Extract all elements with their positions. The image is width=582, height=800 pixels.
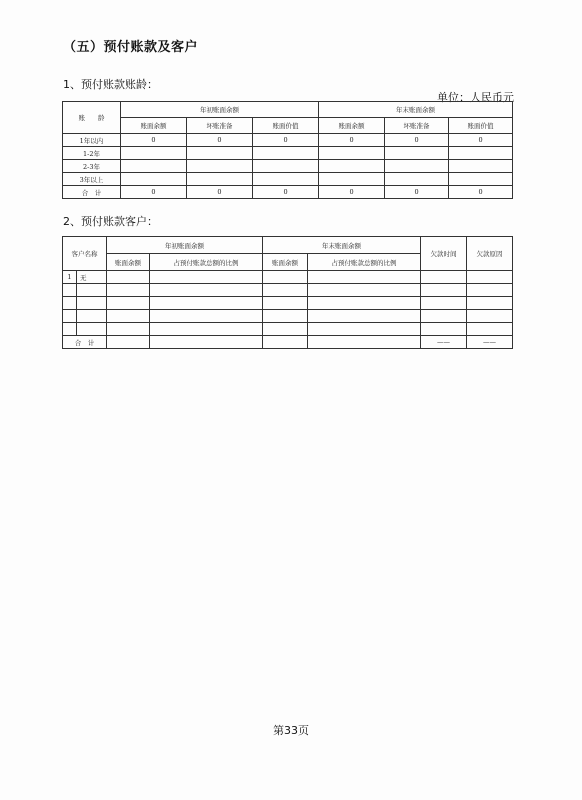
customers-group-header-end: 年末账面余额: [263, 237, 421, 254]
customers-cell: [107, 310, 150, 323]
aging-cell: 0: [385, 186, 449, 199]
customers-cell: [467, 310, 513, 323]
customers-cell: [467, 271, 513, 284]
customers-row: [63, 297, 513, 310]
customers-cell: [263, 297, 308, 310]
page-number: 第33页: [273, 724, 309, 737]
aging-cell: [253, 173, 319, 186]
aging-group-header-end: 年末账面余额: [319, 102, 513, 118]
aging-cell: 0: [253, 186, 319, 199]
aging-cell: 0: [187, 186, 253, 199]
customers-cell: [308, 336, 421, 349]
aging-table: [62, 101, 513, 199]
aging-col-header: 坏账准备: [385, 118, 449, 134]
customers-cell: [77, 310, 107, 323]
aging-cell: [121, 160, 187, 173]
customers-cell: [150, 323, 263, 336]
aging-row: [63, 173, 513, 186]
aging-row-label: 合 计: [63, 186, 121, 199]
aging-header-row-2: [63, 118, 513, 134]
aging-cell: [449, 147, 513, 160]
overdue-time-header: 欠款时间: [421, 237, 467, 271]
aging-row-label: 2-3年: [63, 160, 121, 173]
aging-cell: 0: [385, 134, 449, 147]
customers-cell: [467, 323, 513, 336]
customers-cell: [107, 271, 150, 284]
aging-row-label: 1-2年: [63, 147, 121, 160]
aging-cell: 0: [253, 134, 319, 147]
customers-cell: [150, 271, 263, 284]
customers-cell: [150, 284, 263, 297]
customers-cell: [308, 297, 421, 310]
customers-cell: [263, 323, 308, 336]
customers-row: [63, 323, 513, 336]
customers-cell: [150, 310, 263, 323]
customer-name-header: 客户名称: [63, 237, 107, 271]
customers-group-header-begin: 年初账面余额: [107, 237, 263, 254]
customers-cell: [107, 284, 150, 297]
aging-cell: [319, 173, 385, 186]
aging-cell: 0: [319, 186, 385, 199]
aging-cell: [385, 173, 449, 186]
customers-col-header: 占预付账款总额的比例: [150, 254, 263, 271]
aging-cell: [121, 173, 187, 186]
aging-cell: [253, 160, 319, 173]
aging-subtitle: 1、预付账款账龄：: [63, 78, 158, 91]
aging-row: [63, 134, 513, 147]
currency-unit: 单位：人民币元: [437, 91, 514, 104]
customers-cell: [421, 297, 467, 310]
aging-col-header: 账面价值: [449, 118, 513, 134]
aging-cell: 0: [121, 186, 187, 199]
customers-total-label: 合 计: [63, 336, 107, 349]
customers-cell: [263, 284, 308, 297]
aging-col-header: 账面余额: [319, 118, 385, 134]
customer-name: 无: [77, 271, 107, 284]
customers-cell: [77, 284, 107, 297]
aging-cell: [187, 147, 253, 160]
customers-cell: [421, 284, 467, 297]
aging-cell: [385, 160, 449, 173]
customers-cell: [107, 323, 150, 336]
customers-table: [62, 236, 513, 349]
customers-subtitle: 2、预付账款客户：: [63, 215, 158, 228]
aging-cell: [449, 173, 513, 186]
aging-total-row: [63, 186, 513, 199]
customers-cell: [308, 323, 421, 336]
customers-total-dash: ——: [467, 336, 513, 349]
aging-row: [63, 147, 513, 160]
customers-cell: [63, 323, 77, 336]
customers-cell: [467, 297, 513, 310]
customers-cell: [77, 323, 107, 336]
customers-cell: [77, 297, 107, 310]
aging-col-header: 账面余额: [121, 118, 187, 134]
aging-cell: [253, 147, 319, 160]
aging-group-header-begin: 年初账面余额: [121, 102, 319, 118]
customers-col-header: 占预付账款总额的比例: [308, 254, 421, 271]
customers-row: [63, 310, 513, 323]
customers-cell: [63, 284, 77, 297]
aging-row-header: 账 龄: [63, 102, 121, 134]
aging-row-label: 1年以内: [63, 134, 121, 147]
aging-cell: [449, 160, 513, 173]
customers-cell: [308, 284, 421, 297]
aging-cell: [187, 173, 253, 186]
aging-cell: [319, 160, 385, 173]
aging-cell: [187, 160, 253, 173]
aging-cell: 0: [187, 134, 253, 147]
customers-cell: [421, 271, 467, 284]
aging-cell: 0: [449, 134, 513, 147]
aging-cell: 0: [121, 134, 187, 147]
aging-cell: 0: [319, 134, 385, 147]
customers-cell: [150, 297, 263, 310]
overdue-reason-header: 欠款原因: [467, 237, 513, 271]
customer-index: 1: [63, 271, 77, 284]
customers-cell: [263, 271, 308, 284]
aging-cell: [319, 147, 385, 160]
aging-row-label: 3年以上: [63, 173, 121, 186]
aging-col-header: 账面价值: [253, 118, 319, 134]
customers-total-dash: ——: [421, 336, 467, 349]
customers-cell: [421, 323, 467, 336]
customers-cell: [107, 336, 150, 349]
customers-cell: [263, 336, 308, 349]
customers-total-row: [63, 336, 513, 349]
customers-header-row-1: [63, 237, 513, 254]
aging-header-row-1: [63, 102, 513, 118]
customers-cell: [467, 284, 513, 297]
customers-row: [63, 284, 513, 297]
aging-cell: [121, 147, 187, 160]
customers-cell: [308, 310, 421, 323]
customers-cell: [63, 297, 77, 310]
aging-cell: 0: [449, 186, 513, 199]
customers-row: [63, 271, 513, 284]
customers-col-header: 账面余额: [107, 254, 150, 271]
customers-cell: [63, 310, 77, 323]
aging-cell: [385, 147, 449, 160]
customers-cell: [107, 297, 150, 310]
aging-row: [63, 160, 513, 173]
customers-cell: [421, 310, 467, 323]
aging-col-header: 坏账准备: [187, 118, 253, 134]
customers-cell: [150, 336, 263, 349]
section-title: （五）预付账款及客户: [63, 40, 199, 55]
customers-cell: [263, 310, 308, 323]
customers-col-header: 账面余额: [263, 254, 308, 271]
customers-cell: [308, 271, 421, 284]
